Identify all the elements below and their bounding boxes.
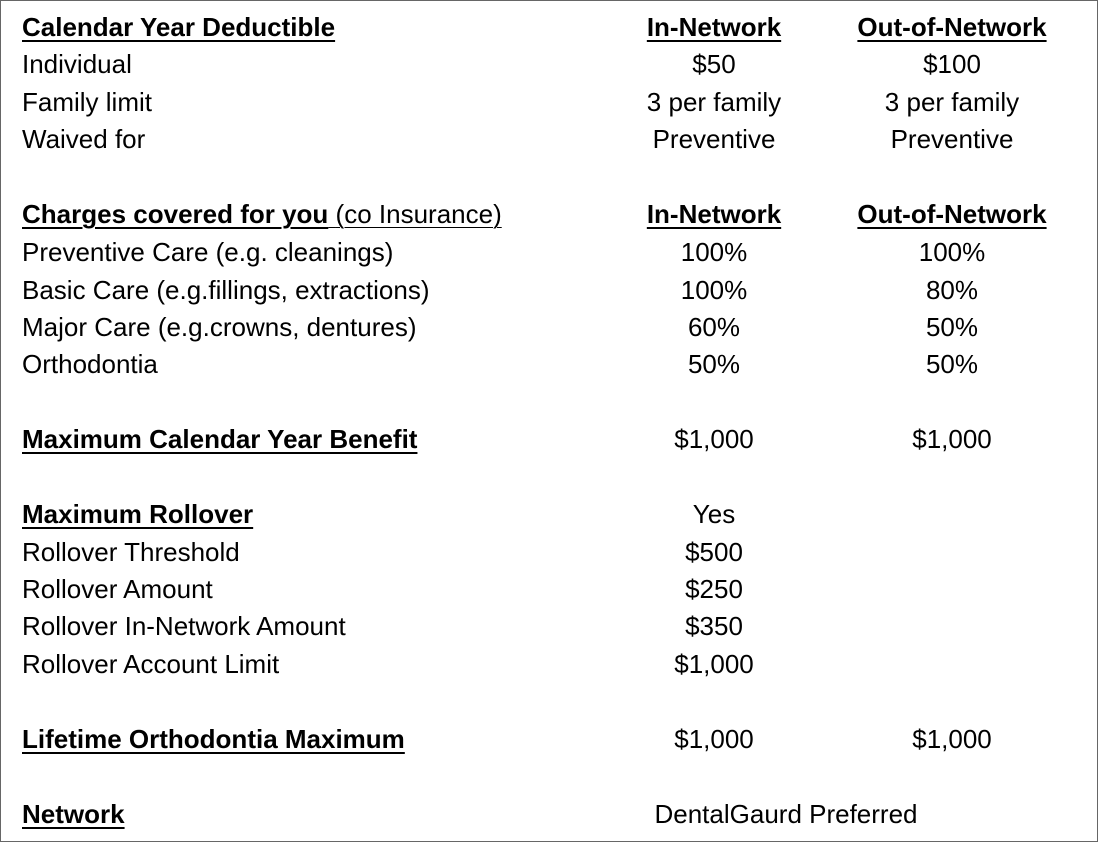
max-benefit-row	[1, 424, 1097, 461]
table-row	[1, 87, 1097, 124]
row-label: Major Care (e.g.crowns, dentures)	[22, 312, 417, 342]
max-benefit-heading: Maximum Calendar Year Benefit	[22, 424, 418, 454]
in-network-value: Preventive	[652, 124, 776, 154]
network-value: DentalGaurd Preferred	[654, 799, 918, 829]
in-network-header: In-Network	[646, 12, 782, 42]
coinsurance-heading-note	[328, 199, 335, 229]
rollover-header-row	[1, 499, 1097, 536]
table-row	[1, 312, 1097, 349]
network-row	[1, 799, 1097, 836]
out-of-network-value: $100	[923, 49, 981, 79]
out-of-network-value: $1,000	[912, 724, 992, 754]
table-row	[1, 275, 1097, 312]
deductible-heading: Calendar Year Deductible	[22, 12, 336, 42]
in-network-value: $1,000	[674, 424, 754, 454]
table-row	[1, 124, 1097, 161]
out-of-network-header: Out-of-Network	[857, 12, 1047, 42]
in-network-value: 100%	[680, 275, 748, 305]
in-network-value: $250	[685, 574, 743, 604]
coinsurance-header-row	[1, 199, 1097, 236]
table-row	[1, 611, 1097, 648]
table-row	[1, 349, 1097, 386]
in-network-value: 50%	[687, 349, 741, 379]
network-heading: Network	[22, 799, 125, 829]
table-row	[1, 237, 1097, 274]
out-of-network-value: 50%	[925, 312, 979, 342]
out-of-network-value: 100%	[918, 237, 986, 267]
ortho-max-row	[1, 724, 1097, 761]
row-label: Individual	[22, 49, 132, 79]
in-network-value: 3 per family	[646, 87, 782, 117]
row-label: Family limit	[22, 87, 152, 117]
row-label: Basic Care (e.g.fillings, extractions)	[22, 275, 430, 305]
in-network-value: 100%	[680, 237, 748, 267]
out-of-network-value: $1,000	[912, 424, 992, 454]
row-label: Rollover Account Limit	[22, 649, 280, 679]
row-label: Orthodontia	[22, 349, 158, 379]
table-row	[1, 574, 1097, 611]
table-row	[1, 537, 1097, 574]
row-label: Waived for	[22, 124, 146, 154]
out-of-network-header: Out-of-Network	[857, 199, 1047, 229]
out-of-network-value: 50%	[925, 349, 979, 379]
rollover-value: Yes	[692, 499, 736, 529]
in-network-value: 60%	[687, 312, 741, 342]
row-label: Rollover In-Network Amount	[22, 611, 346, 641]
in-network-value: $1,000	[674, 649, 754, 679]
table-row	[1, 49, 1097, 86]
rollover-heading: Maximum Rollover	[22, 499, 254, 529]
coinsurance-heading: Charges covered for you	[22, 199, 329, 229]
in-network-value: $1,000	[674, 724, 754, 754]
out-of-network-value: 3 per family	[884, 87, 1020, 117]
row-label: Rollover Amount	[22, 574, 213, 604]
in-network-value: $350	[685, 611, 743, 641]
out-of-network-value: Preventive	[890, 124, 1014, 154]
row-label: Rollover Threshold	[22, 537, 240, 567]
in-network-value: $500	[685, 537, 743, 567]
in-network-value: $50	[692, 49, 736, 79]
coinsurance-heading-group	[22, 199, 502, 230]
deductible-header-row	[1, 12, 1097, 49]
out-of-network-value: 80%	[925, 275, 979, 305]
table-row	[1, 649, 1097, 686]
in-network-header: In-Network	[646, 199, 782, 229]
row-label: Preventive Care (e.g. cleanings)	[22, 237, 394, 267]
ortho-max-heading: Lifetime Orthodontia Maximum	[22, 724, 405, 754]
coinsurance-heading-note-text: (co Insurance)	[335, 199, 502, 229]
